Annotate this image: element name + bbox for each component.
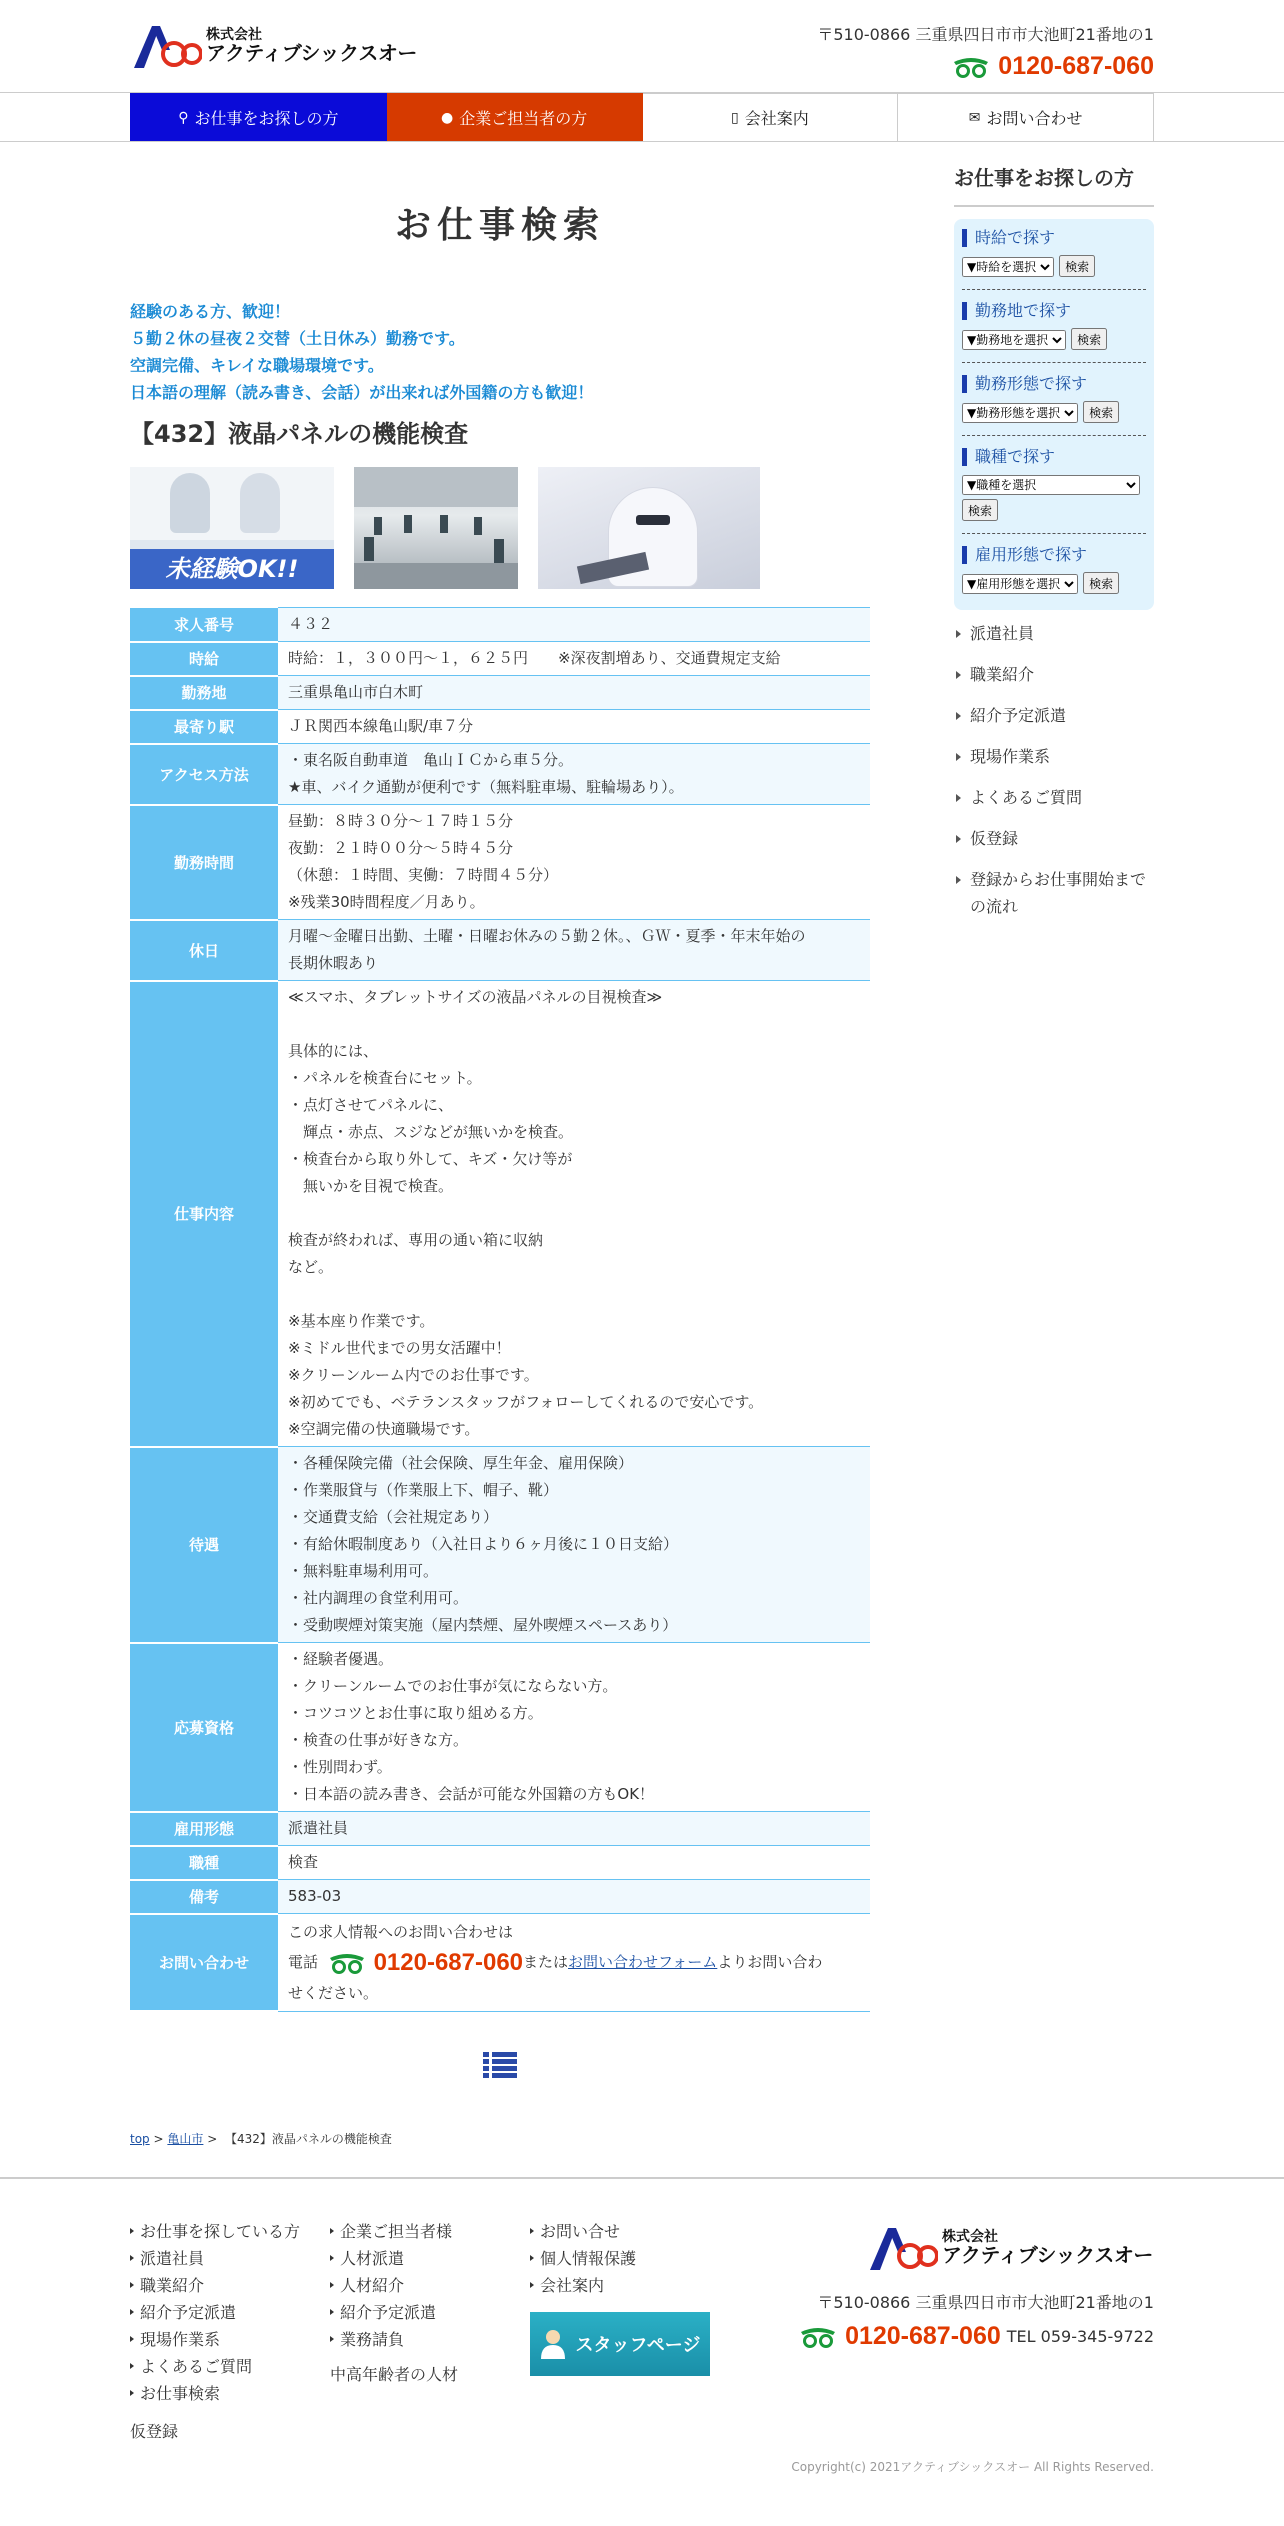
table-row <box>130 642 870 676</box>
table-row <box>130 608 870 642</box>
search-section-title: 雇用形態で探す <box>962 546 1146 564</box>
footer-link[interactable]: 会社案内 <box>530 2272 636 2299</box>
table-value-line: ※ミドル世代までの男女活躍中！ <box>288 1339 511 1357</box>
contact-cell <box>278 1914 870 2012</box>
table-row-label: 備考 <box>130 1880 278 1914</box>
table-value-line: ・コツコツとお仕事に取り組める方。 <box>288 1704 543 1722</box>
table-row-value <box>278 608 870 642</box>
contact-suffix: よりお問い合わ <box>717 1953 823 1971</box>
table-value-line: ・社内調理の食堂利用可。 <box>288 1589 469 1607</box>
footer-link[interactable]: お仕事検索 <box>130 2380 300 2407</box>
company-logo[interactable] <box>130 20 417 72</box>
footer-link[interactable]: よくあるご質問 <box>130 2353 300 2380</box>
table-row <box>130 676 870 710</box>
table-value-line: ・点灯させてパネルに、 <box>288 1096 454 1114</box>
employment-type-select[interactable] <box>962 574 1078 594</box>
table-value-line: ・東名阪自動車道 亀山ＩＣから車５分。 <box>288 751 574 769</box>
table-row-label: 雇用形態 <box>130 1812 278 1846</box>
breadcrumb-top-link[interactable]: top <box>130 2132 150 2146</box>
search-button[interactable]: 検索 <box>1083 401 1119 423</box>
table-value-line: など。 <box>288 1258 334 1276</box>
table-row <box>130 710 870 744</box>
header-phone-number: 0120-687-060 <box>998 52 1154 80</box>
table-value-line: ・パネルを検査台にセット。 <box>288 1069 482 1087</box>
mail-icon: ✉ <box>968 109 981 126</box>
table-value-line: ＪＲ関西本線亀山駅/車７分 <box>288 717 474 735</box>
footer-col-company <box>530 2218 636 2299</box>
work-style-select[interactable] <box>962 403 1078 423</box>
a60-logo-icon <box>130 20 202 72</box>
table-value-line: 583-03 <box>288 1887 342 1905</box>
table-value-line: ・検査台から取り外して、キズ・欠け等が <box>288 1150 573 1168</box>
sidebar-link-faq[interactable]: よくあるご質問 <box>954 784 1154 811</box>
footer-link[interactable]: お仕事を探している方 <box>130 2218 300 2245</box>
footer-link[interactable]: 紹介予定派遣 <box>330 2299 458 2326</box>
table-value-line: 輝点・赤点、スジなどが無いかを検査。 <box>288 1123 574 1141</box>
contact-phone-number: 0120-687-060 <box>373 1948 524 1976</box>
footer-phone[interactable] <box>799 2322 1154 2351</box>
table-value-line <box>288 1281 860 1308</box>
search-by-employment-type <box>962 546 1146 606</box>
staff-page-label: スタッフページ <box>575 2335 701 2356</box>
table-value-line: ・性別問わず。 <box>288 1758 392 1776</box>
footer-col-jobseekers <box>130 2218 300 2407</box>
logo-small-text: 株式会社 <box>206 27 262 44</box>
breadcrumb-sep: > <box>153 2132 164 2146</box>
search-by-job-type <box>962 448 1146 534</box>
table-row-value <box>278 920 870 981</box>
table-row <box>130 1812 870 1846</box>
search-section-title: 勤務地で探す <box>962 302 1146 320</box>
table-value-line: 夜勤：２１時００分～５時４５分 <box>288 839 514 857</box>
table-value-line: （休憩：１時間、実働：７時間４５分） <box>288 866 559 884</box>
catch-line: 経験のある方、歓迎！ <box>130 302 291 321</box>
table-value-line: 長期休暇あり <box>288 954 379 972</box>
table-row-value <box>278 1812 870 1846</box>
table-value-line: ・各種保険完備（社会保険、厚生年金、雇用保険） <box>288 1454 634 1472</box>
search-section-title: 勤務形態で探す <box>962 375 1146 393</box>
sidebar-link-temp-to-hire[interactable]: 紹介予定派遣 <box>954 702 1154 729</box>
table-value-line: 月曜～金曜日出勤、土曜・日曜お休みの５勤２休。、ＧＷ・夏季・年末年始の <box>288 927 806 945</box>
search-button[interactable]: 検索 <box>1071 328 1107 350</box>
table-row-value <box>278 1846 870 1880</box>
breadcrumb-sep: > <box>207 2132 218 2146</box>
footer-link-middle-aged[interactable]: 中高年齢者の人材 <box>330 2365 459 2384</box>
page-title: お仕事検索 <box>394 205 605 246</box>
table-value-line: ≪スマホ、タブレットサイズの液晶パネルの目視検査≫ <box>288 988 663 1006</box>
catch-line: ５勤２休の昼夜２交替（土日休み）勤務です。 <box>130 329 465 348</box>
photo-cleanroom <box>354 467 518 589</box>
search-section-title: 時給で探す <box>962 229 1146 247</box>
contact-phone[interactable] <box>328 1948 523 1978</box>
table-row-label: 勤務地 <box>130 676 278 710</box>
nav-contact[interactable] <box>898 93 1154 142</box>
table-value-line: ４３２ <box>288 615 334 633</box>
footer-address: 〒510-0866 三重県四日市市大池町21番地の1 <box>817 2293 1154 2312</box>
job-type-select[interactable] <box>962 475 1140 495</box>
search-section-title: 職種で探す <box>962 448 1146 466</box>
sidebar <box>954 142 1154 934</box>
footer-link[interactable]: 人材派遣 <box>330 2245 458 2272</box>
table-value-line: 時給：１，３００円～１，６２５円 ※深夜割増あり、交通費規定支給 <box>288 649 781 667</box>
table-row-label: 職種 <box>130 1846 278 1880</box>
catch-line: 空調完備、キレイな職場環境です。 <box>130 356 384 375</box>
contact-suffix: せください。 <box>288 1983 379 2002</box>
footer-link[interactable]: 業務請負 <box>330 2326 458 2353</box>
table-row <box>130 1447 870 1643</box>
table-row-value <box>278 710 870 744</box>
footer-link[interactable]: 人材紹介 <box>330 2272 458 2299</box>
table-value-line: ※初めてでも、ベテランスタッフがフォローしてくれるので安心です。 <box>288 1393 764 1411</box>
footer-link[interactable]: お問い合せ <box>530 2218 636 2245</box>
free-dial-icon <box>952 56 990 78</box>
footer-link[interactable]: 派遣社員 <box>130 2245 300 2272</box>
user-icon: ● <box>441 109 454 126</box>
table-row-value <box>278 805 870 920</box>
sidebar-search-box <box>954 219 1154 610</box>
sidebar-link-field-work[interactable]: 現場作業系 <box>954 743 1154 770</box>
main-content <box>130 142 870 2082</box>
header-address: 〒510-0866 三重県四日市市大池町21番地の1 <box>817 25 1154 44</box>
table-value-line: ・検査の仕事が好きな方。 <box>288 1731 469 1749</box>
nav-label: お問い合わせ <box>986 109 1083 128</box>
cleanroom-illustration <box>354 467 518 589</box>
footer-link[interactable]: 個人情報保護 <box>530 2245 636 2272</box>
table-value-line: ・作業服貸与（作業服上下、帽子、靴） <box>288 1481 559 1499</box>
breadcrumb-city-link[interactable]: 亀山市 <box>167 2132 204 2146</box>
table-value-line: ・経験者優遇。 <box>288 1650 394 1668</box>
table-row <box>130 1643 870 1812</box>
location-select[interactable] <box>962 330 1066 350</box>
table-row-label: アクセス方法 <box>130 744 278 805</box>
photo-banner-text: 未経験OK!! <box>130 549 334 589</box>
table-value-line: 派遣社員 <box>288 1819 349 1837</box>
footer-logo[interactable] <box>866 2222 1153 2274</box>
table-row <box>130 920 870 981</box>
footer-tel: TEL 059-345-9722 <box>1006 2327 1154 2346</box>
sidebar-links <box>954 620 1154 920</box>
nav-company-info[interactable] <box>643 93 899 142</box>
copyright: Copyright(c) 2021アクティブシックスオー All Rights Reserved. <box>791 2460 1154 2474</box>
footer-link[interactable]: 企業ご担当者様 <box>330 2218 458 2245</box>
table-value-line: ・クリーンルームでのお仕事が気にならない方。 <box>288 1677 618 1695</box>
search-by-location <box>962 302 1146 363</box>
search-by-wage <box>962 229 1146 290</box>
table-row <box>130 805 870 920</box>
table-value-line <box>288 1011 860 1038</box>
photo-inexperienced-ok <box>130 467 334 589</box>
table-value-line: ※基本座り作業です。 <box>288 1312 435 1330</box>
table-value-line: 検査 <box>288 1853 319 1871</box>
job-photos <box>130 467 870 591</box>
table-value-line: ★車、バイク通勤が便利です（無料駐車場、駐輪場あり）。 <box>288 778 684 796</box>
footer-link[interactable]: 職業紹介 <box>130 2272 300 2299</box>
nav-label: 会社案内 <box>744 109 809 128</box>
table-value-line: 昼勤：８時３０分～１７時１５分 <box>288 812 514 830</box>
logo-big-text: アクティブシックスオー <box>942 2242 1153 2267</box>
contact-form-link[interactable]: お問い合わせフォーム <box>568 1953 718 1971</box>
table-value-line: 無いかを目視で検査。 <box>288 1177 454 1195</box>
table-value-line <box>288 1200 860 1227</box>
header-phone[interactable] <box>952 52 1154 81</box>
sidebar-link-flow[interactable]: 登録からお仕事開始まで の流れ <box>954 866 1154 920</box>
a60-logo-icon <box>866 2222 938 2274</box>
table-row-label: 休日 <box>130 920 278 981</box>
table-row <box>130 1880 870 1914</box>
table-row-label: お問い合わせ <box>130 1914 278 2012</box>
table-row-value <box>278 1880 870 1914</box>
table-row-value <box>278 744 870 805</box>
nav-companies[interactable] <box>387 93 643 142</box>
photo-inspection-worker <box>538 467 760 589</box>
table-value-line: 三重県亀山市白木町 <box>288 683 424 701</box>
wage-select[interactable] <box>962 257 1054 277</box>
table-row-label: 応募資格 <box>130 1643 278 1812</box>
search-button[interactable]: 検索 <box>962 499 998 521</box>
nav-label: 企業ご担当者の方 <box>459 109 588 128</box>
table-row-value <box>278 642 870 676</box>
sidebar-title: お仕事をお探しの方 <box>954 162 1154 207</box>
breadcrumb-current: 【432】液晶パネルの機能検査 <box>224 2132 392 2146</box>
staff-page-button[interactable] <box>530 2312 710 2376</box>
free-dial-icon <box>328 1952 366 1974</box>
nav-job-seekers[interactable] <box>130 93 387 142</box>
building-icon: ▯ <box>731 109 739 126</box>
footer-link-pre-registration[interactable]: 仮登録 <box>130 2422 179 2441</box>
table-row-label: 勤務時間 <box>130 805 278 920</box>
staff-person-icon <box>540 2329 566 2359</box>
table-row-label: 仕事内容 <box>130 981 278 1447</box>
table-value-line: ・日本語の読み書き、会話が可能な外国籍の方もOK！ <box>288 1785 655 1803</box>
breadcrumb <box>130 2130 392 2147</box>
job-title: 【432】液晶パネルの機能検査 <box>130 420 469 448</box>
nav-label: お仕事をお探しの方 <box>194 109 339 128</box>
table-value-line: ※クリーンルーム内でのお仕事です。 <box>288 1366 539 1384</box>
table-row-label: 待遇 <box>130 1447 278 1643</box>
contact-tel-prefix: 電話 <box>288 1953 319 1971</box>
table-row <box>130 744 870 805</box>
free-dial-icon <box>799 2326 837 2348</box>
sidebar-link-pre-registration[interactable]: 仮登録 <box>954 825 1154 852</box>
table-value-line: ・有給休暇制度あり（入社日より６ヶ月後に１０日支給） <box>288 1535 679 1553</box>
footer-phone-number: 0120-687-060 <box>845 2322 1001 2350</box>
catch-copy <box>130 298 870 406</box>
table-value-line: 具体的には、 <box>288 1042 379 1060</box>
footer-link[interactable]: 紹介予定派遣 <box>130 2299 300 2326</box>
table-row-value <box>278 1643 870 1812</box>
job-detail-table <box>130 607 870 2012</box>
contact-line: この求人情報へのお問い合わせは <box>288 1923 514 1941</box>
table-row-value <box>278 981 870 1447</box>
table-value-line: ・交通費支給（会社規定あり） <box>288 1508 499 1526</box>
search-by-work-style <box>962 375 1146 436</box>
footer-link[interactable]: 現場作業系 <box>130 2326 300 2353</box>
table-row-value <box>278 1447 870 1643</box>
list-icon[interactable] <box>483 2052 517 2078</box>
table-value-line: ・受動喫煙対策実施（屋内禁煙、屋外喫煙スペースあり） <box>288 1616 678 1634</box>
contact-mid: または <box>523 1953 569 1971</box>
table-row <box>130 981 870 1447</box>
table-row-contact <box>130 1914 870 2012</box>
logo-big-text: アクティブシックスオー <box>206 40 417 65</box>
sidebar-link-temp-staff[interactable]: 派遣社員 <box>954 620 1154 647</box>
table-value-line: 検査が終われば、専用の通い箱に収納 <box>288 1231 544 1249</box>
catch-line: 日本語の理解（読み書き、会話）が出来れば外国籍の方も歓迎！ <box>130 383 594 402</box>
search-icon: ⚲ <box>178 109 189 126</box>
global-nav <box>130 93 1154 142</box>
table-row-value <box>278 676 870 710</box>
search-button[interactable]: 検索 <box>1059 255 1095 277</box>
table-row-label: 最寄り駅 <box>130 710 278 744</box>
table-row <box>130 1846 870 1880</box>
site-header <box>0 0 1284 93</box>
footer-divider <box>0 2177 1284 2179</box>
search-button[interactable]: 検索 <box>1083 572 1119 594</box>
table-value-line: ※残業30時間程度／月あり。 <box>288 893 485 911</box>
table-value-line: ・無料駐車場利用可。 <box>288 1562 439 1580</box>
table-row-label: 時給 <box>130 642 278 676</box>
table-value-line: ※空調完備の快適職場です。 <box>288 1420 480 1438</box>
footer-col-companies <box>330 2218 458 2388</box>
logo-small-text: 株式会社 <box>942 2229 998 2246</box>
table-row-label: 求人番号 <box>130 608 278 642</box>
sidebar-link-placement[interactable]: 職業紹介 <box>954 661 1154 688</box>
